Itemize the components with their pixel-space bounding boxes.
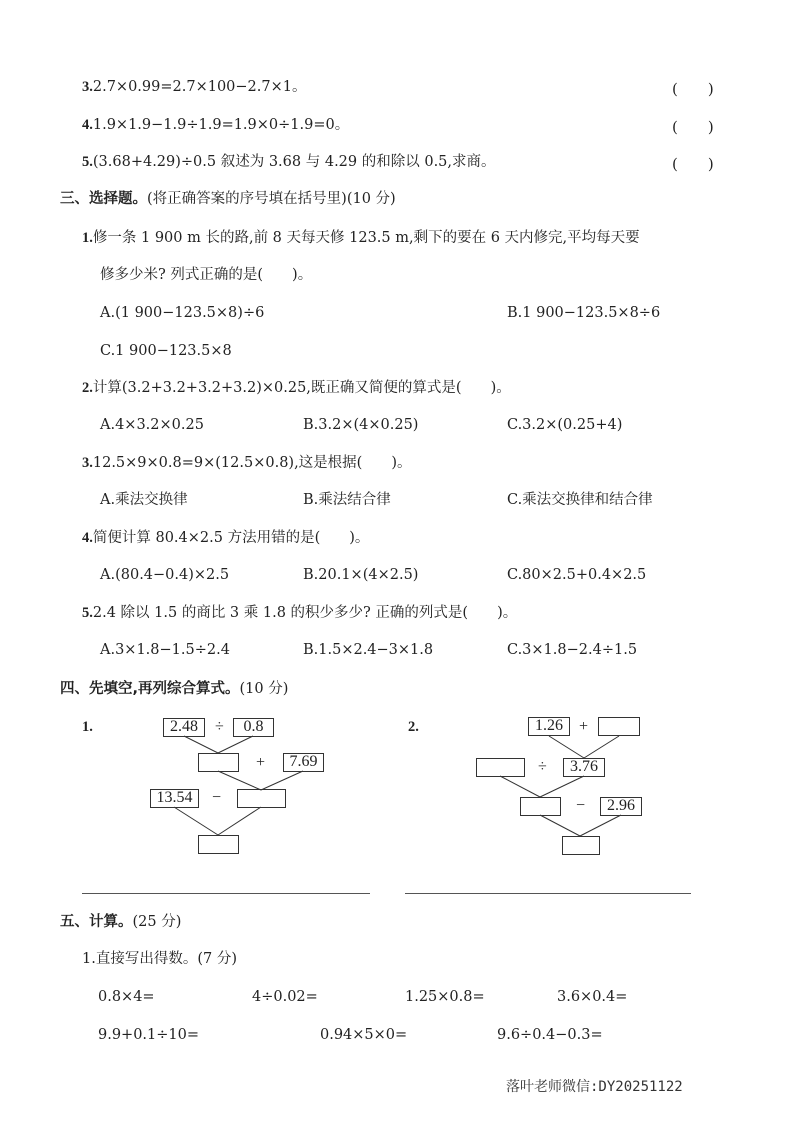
option-b[interactable]: B.乘法结合律 <box>303 492 391 508</box>
diagram-1-number: 1. <box>82 719 93 735</box>
item-number: 3. <box>82 79 93 95</box>
calc-item[interactable]: 0.94×5×0= <box>320 1027 408 1043</box>
calc-item[interactable]: 3.6×0.4= <box>557 989 628 1005</box>
blank-answer-box[interactable] <box>520 797 561 816</box>
question-number: 4. <box>82 530 93 546</box>
question-text: 12.5×9×0.8=9×(12.5×0.8),这是根据( )。 <box>92 455 412 471</box>
diagram-2-number: 2. <box>408 719 419 735</box>
answer-paren[interactable]: ( ) <box>672 118 714 136</box>
operator: + <box>579 718 589 735</box>
answer-paren[interactable]: ( ) <box>672 155 714 173</box>
option-c[interactable]: C.3.2×(0.25+4) <box>507 417 623 433</box>
option-a[interactable]: A.乘法交换律 <box>100 492 188 508</box>
question-number: 3. <box>82 455 93 471</box>
item-number: 5. <box>82 154 93 170</box>
calc-item[interactable]: 4÷0.02= <box>252 989 318 1005</box>
option-b[interactable]: B.3.2×(4×0.25) <box>303 417 419 433</box>
option-a[interactable]: A.(80.4−0.4)×2.5 <box>100 567 230 583</box>
calc-item[interactable]: 9.9+0.1÷10= <box>98 1027 200 1043</box>
judgment-item-3 <box>82 78 307 96</box>
section-note: (25 分) <box>132 914 182 930</box>
question-3 <box>82 454 412 472</box>
judgment-item-4 <box>82 116 349 134</box>
calc-item[interactable]: 1.25×0.8= <box>405 989 485 1005</box>
question-2 <box>82 379 511 397</box>
item-text: 1.9×1.9−1.9÷1.9=1.9×0÷1.9=0。 <box>92 117 350 133</box>
section-title: 三、选择题。 <box>60 191 147 207</box>
operator: + <box>256 754 266 771</box>
answer-line-2[interactable] <box>405 893 691 894</box>
section-note: (10 分) <box>239 681 289 697</box>
question-5 <box>82 604 517 622</box>
footer-contact: 落叶老师微信:DY20251122 <box>506 1079 683 1095</box>
option-c[interactable]: C.3×1.8−2.4÷1.5 <box>507 642 638 658</box>
answer-line-1[interactable] <box>82 893 370 894</box>
value-box: 2.96 <box>600 797 642 816</box>
question-1-line2: 修多少米? 列式正确的是( )。 <box>100 267 313 283</box>
blank-answer-box[interactable] <box>198 835 239 854</box>
question-text: 2.4 除以 1.5 的商比 3 乘 1.8 的积少多少? 正确的列式是( )。 <box>92 605 518 621</box>
value-box: 7.69 <box>283 753 324 772</box>
option-c[interactable]: C.乘法交换律和结合律 <box>507 492 653 508</box>
option-b[interactable]: B.1 900−123.5×8÷6 <box>507 305 661 321</box>
option-a[interactable]: A.4×3.2×0.25 <box>100 417 204 433</box>
question-number: 2. <box>82 380 93 396</box>
section-title: 五、计算。 <box>60 914 133 930</box>
item-text: 2.7×0.99=2.7×100−2.7×1。 <box>92 79 307 95</box>
option-b[interactable]: B.20.1×(4×2.5) <box>303 567 419 583</box>
section-4-header <box>60 680 288 698</box>
answer-paren[interactable]: ( ) <box>672 80 714 98</box>
question-text: 修一条 1 900 m 长的路,前 8 天每天修 123.5 m,剩下的要在 6 天内修完,平均每天要 <box>92 230 640 246</box>
blank-answer-box[interactable] <box>562 836 600 855</box>
question-number: 1. <box>82 230 93 246</box>
option-c[interactable]: C.1 900−123.5×8 <box>100 343 232 359</box>
value-box: 0.8 <box>233 718 274 737</box>
calc-item[interactable]: 9.6÷0.4−0.3= <box>497 1027 603 1043</box>
section-5-header <box>60 913 181 931</box>
option-b[interactable]: B.1.5×2.4−3×1.8 <box>303 642 434 658</box>
item-text: (3.68+4.29)÷0.5 叙述为 3.68 与 4.29 的和除以 0.5,求商。 <box>92 154 496 170</box>
operator: − <box>212 789 222 806</box>
blank-answer-box[interactable] <box>598 717 640 736</box>
option-a[interactable]: A.3×1.8−1.5÷2.4 <box>100 642 230 658</box>
question-text: 计算(3.2+3.2+3.2+3.2)×0.25,既正确又简便的算式是( )。 <box>92 380 511 396</box>
value-box: 3.76 <box>563 758 605 777</box>
option-c[interactable]: C.80×2.5+0.4×2.5 <box>507 567 647 583</box>
operator: − <box>576 797 586 814</box>
blank-answer-box[interactable] <box>198 753 239 772</box>
sub-question-1-label: 1.直接写出得数。(7 分) <box>82 951 237 967</box>
question-text: 简便计算 80.4×2.5 方法用错的是( )。 <box>92 530 370 546</box>
value-box: 13.54 <box>150 789 199 808</box>
operator: ÷ <box>215 718 224 735</box>
option-a[interactable]: A.(1 900−123.5×8)÷6 <box>100 305 265 321</box>
question-1-line1 <box>82 229 640 247</box>
blank-answer-box[interactable] <box>237 789 286 808</box>
value-box: 2.48 <box>163 718 205 737</box>
blank-answer-box[interactable] <box>476 758 525 777</box>
section-title: 四、先填空,再列综合算式。 <box>60 681 240 697</box>
calc-item[interactable]: 0.8×4= <box>98 989 155 1005</box>
section-note: (将正确答案的序号填在括号里)(10 分) <box>147 191 396 207</box>
operator: ÷ <box>538 758 547 775</box>
item-number: 4. <box>82 117 93 133</box>
value-box: 1.26 <box>528 717 570 736</box>
question-4 <box>82 529 369 547</box>
question-number: 5. <box>82 605 93 621</box>
judgment-item-5 <box>82 153 496 171</box>
section-3-header <box>60 190 396 208</box>
